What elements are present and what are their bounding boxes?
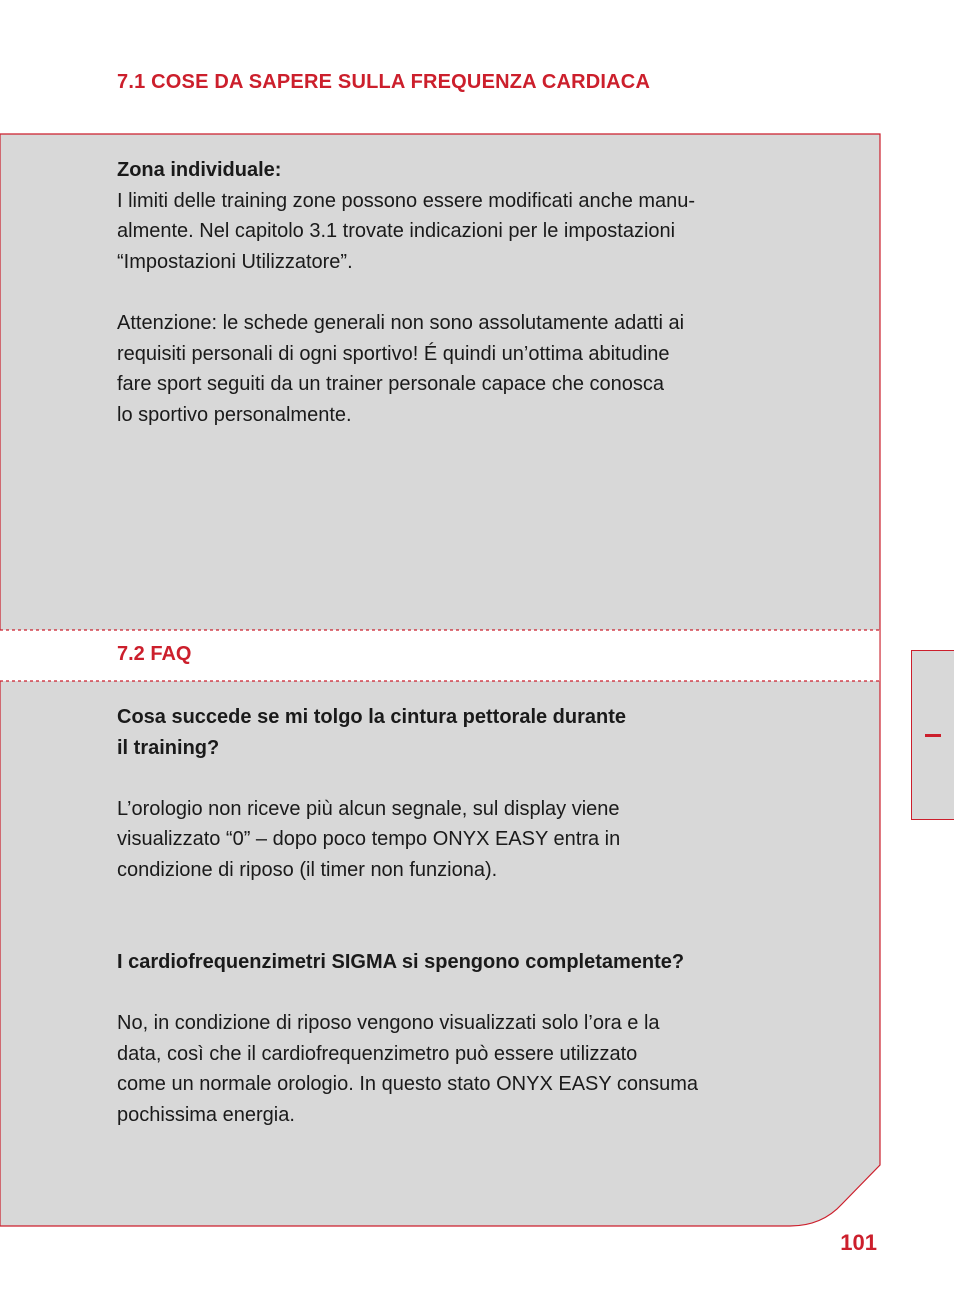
faq-answer-line: pochissima energia. [117, 1103, 295, 1126]
faq-answer-line: come un normale orologio. In questo stato ONYX EASY consuma [117, 1073, 699, 1096]
faq-question: Cosa succede se mi tolgo la cintura pettorale durante [117, 706, 627, 728]
body-line: requisiti personali di ogni sportivo! É quindi un’ottima abitudine [117, 342, 670, 365]
chapter-tab [911, 650, 954, 820]
body-line: Attenzione: le schede generali non sono assolutamente adatti ai [117, 311, 685, 334]
body-line: almente. Nel capitolo 3.1 trovate indicazioni per le impostazioni [117, 220, 676, 243]
faq-question: I cardiofrequenzimetri SIGMA si spengono completamente? [117, 951, 685, 973]
faq-question: il training? [117, 736, 220, 759]
faq-body-2 [117, 947, 698, 1131]
faq-answer-line: L’orologio non riceve più alcun segnale, sul display viene [117, 797, 620, 820]
faq-answer-line: No, in condizione di riposo vengono visualizzati solo l’ora e la [117, 1012, 660, 1035]
page-number: 101 [840, 1230, 877, 1255]
section-1-body [117, 155, 695, 430]
body-line: I limiti delle training zone possono essere modificati anche manu- [117, 189, 696, 212]
body-line: fare sport seguiti da un trainer personale capace che conosca [117, 373, 665, 396]
section-heading-faq: 7.2 FAQ [117, 643, 192, 665]
faq-answer-line: condizione di riposo (il timer non funziona). [117, 858, 498, 881]
body-line: lo sportivo personalmente. [117, 403, 352, 426]
faq-body [117, 702, 626, 886]
section-heading-7-1: 7.1 COSE DA SAPERE SULLA FREQUENZA CARDIACA [117, 71, 651, 93]
subheading-individual-zone: Zona individuale: [117, 159, 282, 181]
body-line: “Impostazioni Utilizzatore”. [117, 250, 353, 273]
chapter-tab-dash [925, 734, 941, 737]
faq-answer-line: visualizzato “0” – dopo poco tempo ONYX EASY entra in [117, 828, 621, 851]
faq-answer-line: data, così che il cardiofrequenzimetro può essere utilizzato [117, 1042, 638, 1065]
